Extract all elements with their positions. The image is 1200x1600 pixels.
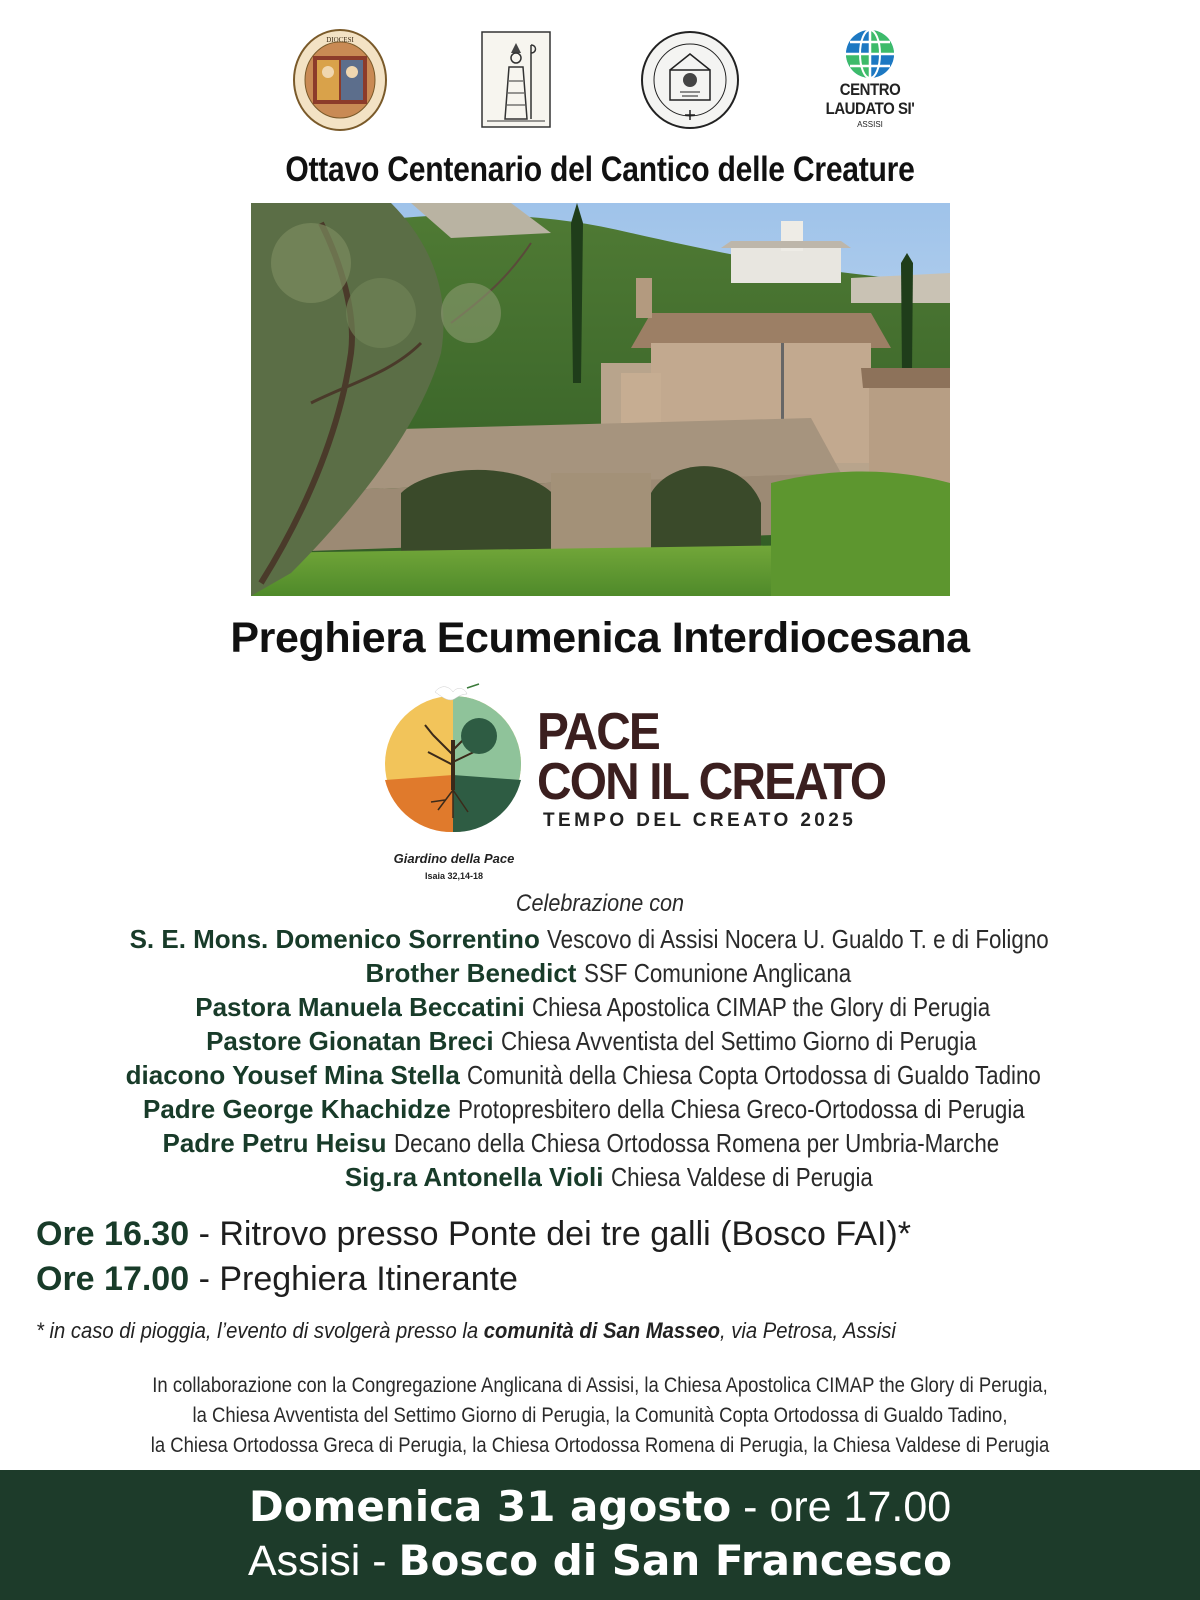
participant-role: Chiesa Apostolica CIMAP the Glory di Perugia — [531, 992, 991, 1022]
schedule-description: - Preghiera Itinerante — [189, 1260, 518, 1298]
event-date-time: - ore 17.00 — [731, 1483, 952, 1531]
participant-name: Pastore Gionatan Breci — [206, 1026, 494, 1056]
event-place — [0, 1536, 1200, 1586]
participant-role: SSF Comunione Anglicana — [583, 958, 851, 988]
globe-icon — [810, 28, 930, 82]
centro-laudato-si-logo — [810, 28, 930, 132]
date-place-banner — [0, 1470, 1200, 1600]
participant-row — [0, 956, 1200, 990]
participant-name: Brother Benedict — [365, 958, 577, 988]
collaboration-line: In collaborazione con la Congregazione Anglicana di Assisi, la Chiesa Apostolica CIMAP the Glory di Perugia, — [152, 1374, 1048, 1397]
centro-name-line2: LAUDATO SI' — [825, 99, 915, 118]
schedule — [36, 1212, 1176, 1302]
emblem-scripture-ref: Isaia 32,14-18 — [424, 871, 484, 881]
centenary-title: Ottavo Centenario del Cantico delle Creature — [285, 150, 915, 189]
diocesi-seal-logo — [293, 28, 387, 132]
participant-role: Protopresbitero della Chiesa Greco-Ortodossa di Perugia — [457, 1094, 1025, 1124]
rain-note — [36, 1318, 1094, 1344]
participant-row — [0, 1126, 1200, 1160]
ecclesia-seal-logo — [640, 30, 740, 130]
saint-engraving-logo — [481, 31, 551, 128]
collaboration-line: la Chiesa Ortodossa Greca di Perugia, la Chiesa Ortodossa Romena di Perugia, la Chiesa Valdese di Perugia — [150, 1434, 1050, 1457]
participant-role: Chiesa Avventista del Settimo Giorno di Perugia — [500, 1026, 977, 1056]
collaboration-note — [0, 1371, 1200, 1461]
schedule-time: Ore 16.30 — [36, 1215, 190, 1253]
event-venue: Bosco di San Francesco — [398, 1536, 953, 1585]
participant-name: diacono Yousef Mina Stella — [125, 1060, 460, 1090]
participants-list — [0, 922, 1200, 1194]
centro-city: ASSISI — [857, 120, 883, 129]
emblem-caption: Giardino della Pace — [393, 851, 515, 866]
participant-row — [0, 922, 1200, 956]
pace-con-il-creato-emblem — [383, 680, 523, 840]
participant-row — [0, 990, 1200, 1024]
collaboration-line: la Chiesa Avventista del Settimo Giorno di Perugia, la Comunità Copta Ortodossa di Gualdo Tadino, — [192, 1404, 1008, 1427]
centro-name-line1: CENTRO — [839, 80, 901, 99]
event-date-day: Domenica 31 agosto — [248, 1482, 732, 1531]
bridge-church-photo — [251, 203, 950, 596]
participant-row — [0, 1160, 1200, 1194]
participant-row — [0, 1092, 1200, 1126]
participant-row — [0, 1058, 1200, 1092]
schedule-description: - Ritrovo presso Ponte dei tre galli (Bosco FAI)* — [189, 1215, 911, 1253]
schedule-row — [36, 1212, 1176, 1257]
participant-name: Sig.ra Antonella Violi — [344, 1162, 604, 1192]
celebration-intro: Celebrazione con — [515, 890, 685, 917]
pace-title-line2: CON IL CREATO — [537, 753, 886, 811]
participant-role: Vescovo di Assisi Nocera U. Gualdo T. e di Foligno — [547, 924, 1049, 954]
pace-subtitle: TEMPO DEL CREATO 2025 — [543, 810, 857, 831]
participant-row — [0, 1024, 1200, 1058]
partner-logos — [0, 28, 1200, 132]
participant-name: Padre George Khachidze — [142, 1094, 451, 1124]
event-title: Preghiera Ecumenica Interdiocesana — [230, 614, 970, 662]
svg-text:DIOCESI: DIOCESI — [326, 36, 354, 44]
schedule-time: Ore 17.00 — [36, 1260, 190, 1298]
participant-role: Chiesa Valdese di Perugia — [610, 1162, 873, 1192]
event-city: Assisi - — [247, 1537, 399, 1585]
participant-name: Padre Petru Heisu — [162, 1128, 387, 1158]
participant-role: Comunità della Chiesa Copta Ortodossa di Gualdo Tadino — [467, 1060, 1041, 1090]
rain-note-address: , via Petrosa, Assisi — [719, 1318, 896, 1343]
participant-name: Pastora Manuela Beccatini — [195, 992, 525, 1022]
pace-title-line1: PACE — [537, 703, 660, 761]
participant-role: Decano della Chiesa Ortodossa Romena per Umbria-Marche — [393, 1128, 999, 1158]
rain-note-location: comunità di San Masseo — [483, 1318, 720, 1343]
rain-note-text: * in caso di pioggia, l’evento di svolgerà presso la — [36, 1318, 484, 1343]
schedule-row — [36, 1257, 1176, 1302]
participant-name: S. E. Mons. Domenico Sorrentino — [129, 924, 540, 954]
event-date — [0, 1482, 1200, 1532]
